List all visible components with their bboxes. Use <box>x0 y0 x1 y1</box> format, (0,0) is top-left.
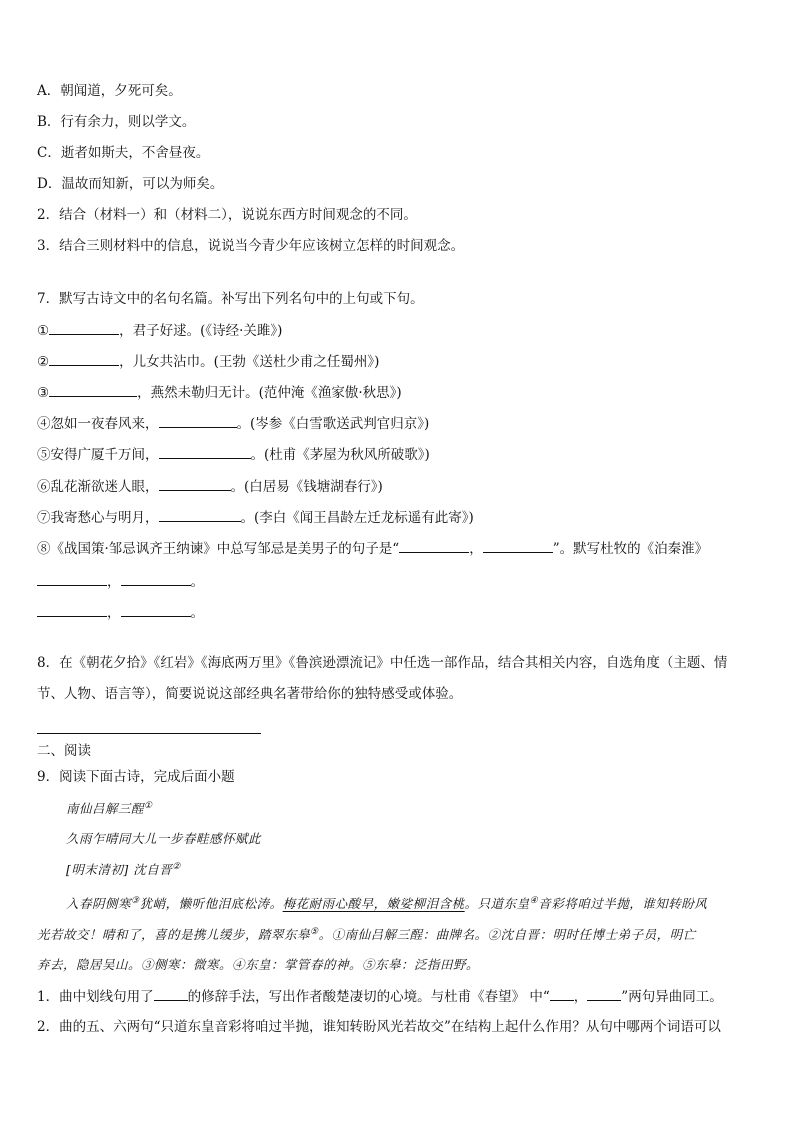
q7-title: 7．默写古诗文中的名句名篇。补写出下列名句中的上句或下句。 <box>37 291 424 307</box>
q9-sub1-comma: ， <box>573 989 588 1005</box>
poem-notes-line-3: 弃去，隐居吴山。③侧寒：微寒。④东皇：掌管春的神。⑤东皋：泛指田野。 <box>37 957 480 972</box>
answer-blank[interactable] <box>121 571 191 586</box>
answer-blank[interactable] <box>159 507 241 522</box>
poem-author <box>66 860 181 880</box>
answer-blank[interactable] <box>37 602 107 617</box>
q7-line-3 <box>37 382 402 403</box>
underlined-line: 梅花耐雨心酸早，嫩娑柳泪含桃 <box>282 896 465 911</box>
answer-blank[interactable] <box>159 476 231 491</box>
answer-blank[interactable] <box>121 602 191 617</box>
q7-period: 。 <box>190 574 204 590</box>
poem-text: 入春阴侧寒 <box>66 896 132 911</box>
q7-line-1-prefix: ① <box>37 323 50 339</box>
q7-line-4-text: ④忽如一夜春风来， <box>37 416 159 432</box>
choice-b: B．行有余力，则以学文。 <box>37 114 196 130</box>
footnote-marker: ③ <box>131 895 140 906</box>
footnote-marker: ④ <box>529 895 539 906</box>
q7-line-6-text: ⑥乱花渐欲迷人眼， <box>37 479 159 495</box>
answer-blank[interactable] <box>587 986 621 1001</box>
q7-line-7-source: 。(李白《闻王昌龄左迁龙标遥有此寄》) <box>240 510 474 526</box>
q7-line-7-text: ⑦我寄愁心与明月， <box>37 510 159 526</box>
q7-comma: ， <box>107 574 121 590</box>
answer-blank[interactable] <box>49 320 119 335</box>
q7-line-5 <box>37 444 430 465</box>
answer-blank[interactable] <box>154 986 188 1001</box>
q9-sub2: 2．曲的五、六两句“只道东皇音彩将咱过半抛，谁知转盼风光若故交”在结构上起什么作用？从句中哪两个词语可以 <box>37 1019 721 1035</box>
poem-subtitle: 久雨乍晴同大儿一步春畦感怀赋此 <box>66 831 262 846</box>
q7-line-6 <box>37 476 383 497</box>
q7-line-3-text: ，燕然未勒归无计。(范仲淹《渔家傲·秋思》) <box>137 385 402 401</box>
answer-blank[interactable] <box>159 444 251 459</box>
q7-line-2-prefix: ② <box>37 354 50 370</box>
poem-text: 音彩将咱过半抛，谁知转盼风 <box>538 896 708 911</box>
answer-blank[interactable] <box>483 538 553 553</box>
q9-sub1-text: 1．曲中划线句用了 <box>37 989 154 1005</box>
answer-line[interactable] <box>37 733 261 734</box>
q9-title: 9．阅读下面古诗，完成后面小题 <box>37 769 235 785</box>
footnote-marker: ① <box>144 800 153 811</box>
answer-blank[interactable] <box>159 413 237 428</box>
q9-sub1-text: ”两句异曲同工。 <box>621 989 723 1005</box>
q7-line-5-text: ⑤安得广厦千万间， <box>37 447 159 463</box>
poem-text: 。只道东皇 <box>464 896 530 911</box>
q7-line-8 <box>37 538 708 559</box>
q9-sub1-text: 的修辞手法，写出作者酸楚凄切的心境。与杜甫《春望》 中“ <box>187 989 550 1005</box>
poem-text: 光若故交！晴和了，喜的是携儿缓步，踏翠东皋 <box>37 927 311 942</box>
q8-line-1: 8．在《朝花夕拾》《红岩》《海底两万里》《鲁滨逊漂流记》中任选一部作品，结合其相关内容，自选角度（主题、情 <box>37 655 728 671</box>
choice-d: D．温故而知新，可以为师矣。 <box>37 176 224 192</box>
q7-line-7 <box>37 507 474 528</box>
q7-line-8-comma: ， <box>469 541 483 557</box>
answer-blank[interactable] <box>399 538 469 553</box>
poem-body-line-2 <box>37 925 696 945</box>
q7-line-8-tail: ”。默写杜牧的《泊秦淮》 <box>552 541 709 557</box>
poem-title <box>66 799 153 819</box>
q7-line-4-source: 。(岑参《白雪歌送武判官归京》) <box>236 416 430 432</box>
q7-line-9 <box>37 571 204 592</box>
choice-a: A．朝闻道，夕死可矣。 <box>37 83 182 99</box>
q7-line-10 <box>37 602 204 623</box>
q7-line-4 <box>37 413 429 434</box>
q6-sub3: 3．结合三则材料中的信息，说说当今青少年应该树立怎样的时间观念。 <box>37 238 465 254</box>
answer-blank[interactable] <box>49 382 137 397</box>
q7-line-3-prefix: ③ <box>37 385 50 401</box>
q9-sub1 <box>37 986 723 1007</box>
q7-line-6-source: 。(白居易《钱塘湖春行》) <box>230 479 383 495</box>
answer-blank[interactable] <box>49 351 119 366</box>
poem-text: 犹峭，懒听他泪底松涛。 <box>139 896 283 911</box>
answer-blank[interactable] <box>550 986 574 1001</box>
q7-line-1-text: ，君子好逑。(《诗经·关雎》) <box>119 323 283 339</box>
q7-period: 。 <box>190 605 204 621</box>
poem-author-text: [明末清初] 沈自晋 <box>66 862 173 877</box>
q7-line-8-text: ⑧《战国策·邹忌讽齐王纳谏》中总写邹忌是美男子的句子是“ <box>37 541 400 557</box>
q7-comma: ， <box>107 605 121 621</box>
q8-line-2: 节、人物、语言等），简要说说这部经典名著带给你的独特感受或体验。 <box>37 686 463 702</box>
poem-body-line-1 <box>66 894 707 914</box>
footnote-marker: ② <box>172 861 181 872</box>
q6-sub2: 2．结合（材料一）和（材料二），说说东西方时间观念的不同。 <box>37 207 417 223</box>
footnote-marker: ⑤ <box>310 926 319 937</box>
q7-line-2-text: ，儿女共沾巾。(王勃《送杜少甫之任蜀州》) <box>119 354 380 370</box>
answer-blank[interactable] <box>37 571 107 586</box>
q7-line-1 <box>37 320 282 341</box>
section-heading: 二、阅读 <box>37 743 91 759</box>
poem-notes: 。①南仙吕解三酲：曲牌名。②沈自晋：明时任博士弟子员，明亡 <box>318 927 696 942</box>
q7-line-2 <box>37 351 379 372</box>
q7-line-5-source: 。(杜甫《茅屋为秋风所破歌》) <box>250 447 430 463</box>
poem-title-text: 南仙吕解三酲 <box>66 801 145 816</box>
choice-c: C．逝者如斯夫，不舍昼夜。 <box>37 145 210 161</box>
